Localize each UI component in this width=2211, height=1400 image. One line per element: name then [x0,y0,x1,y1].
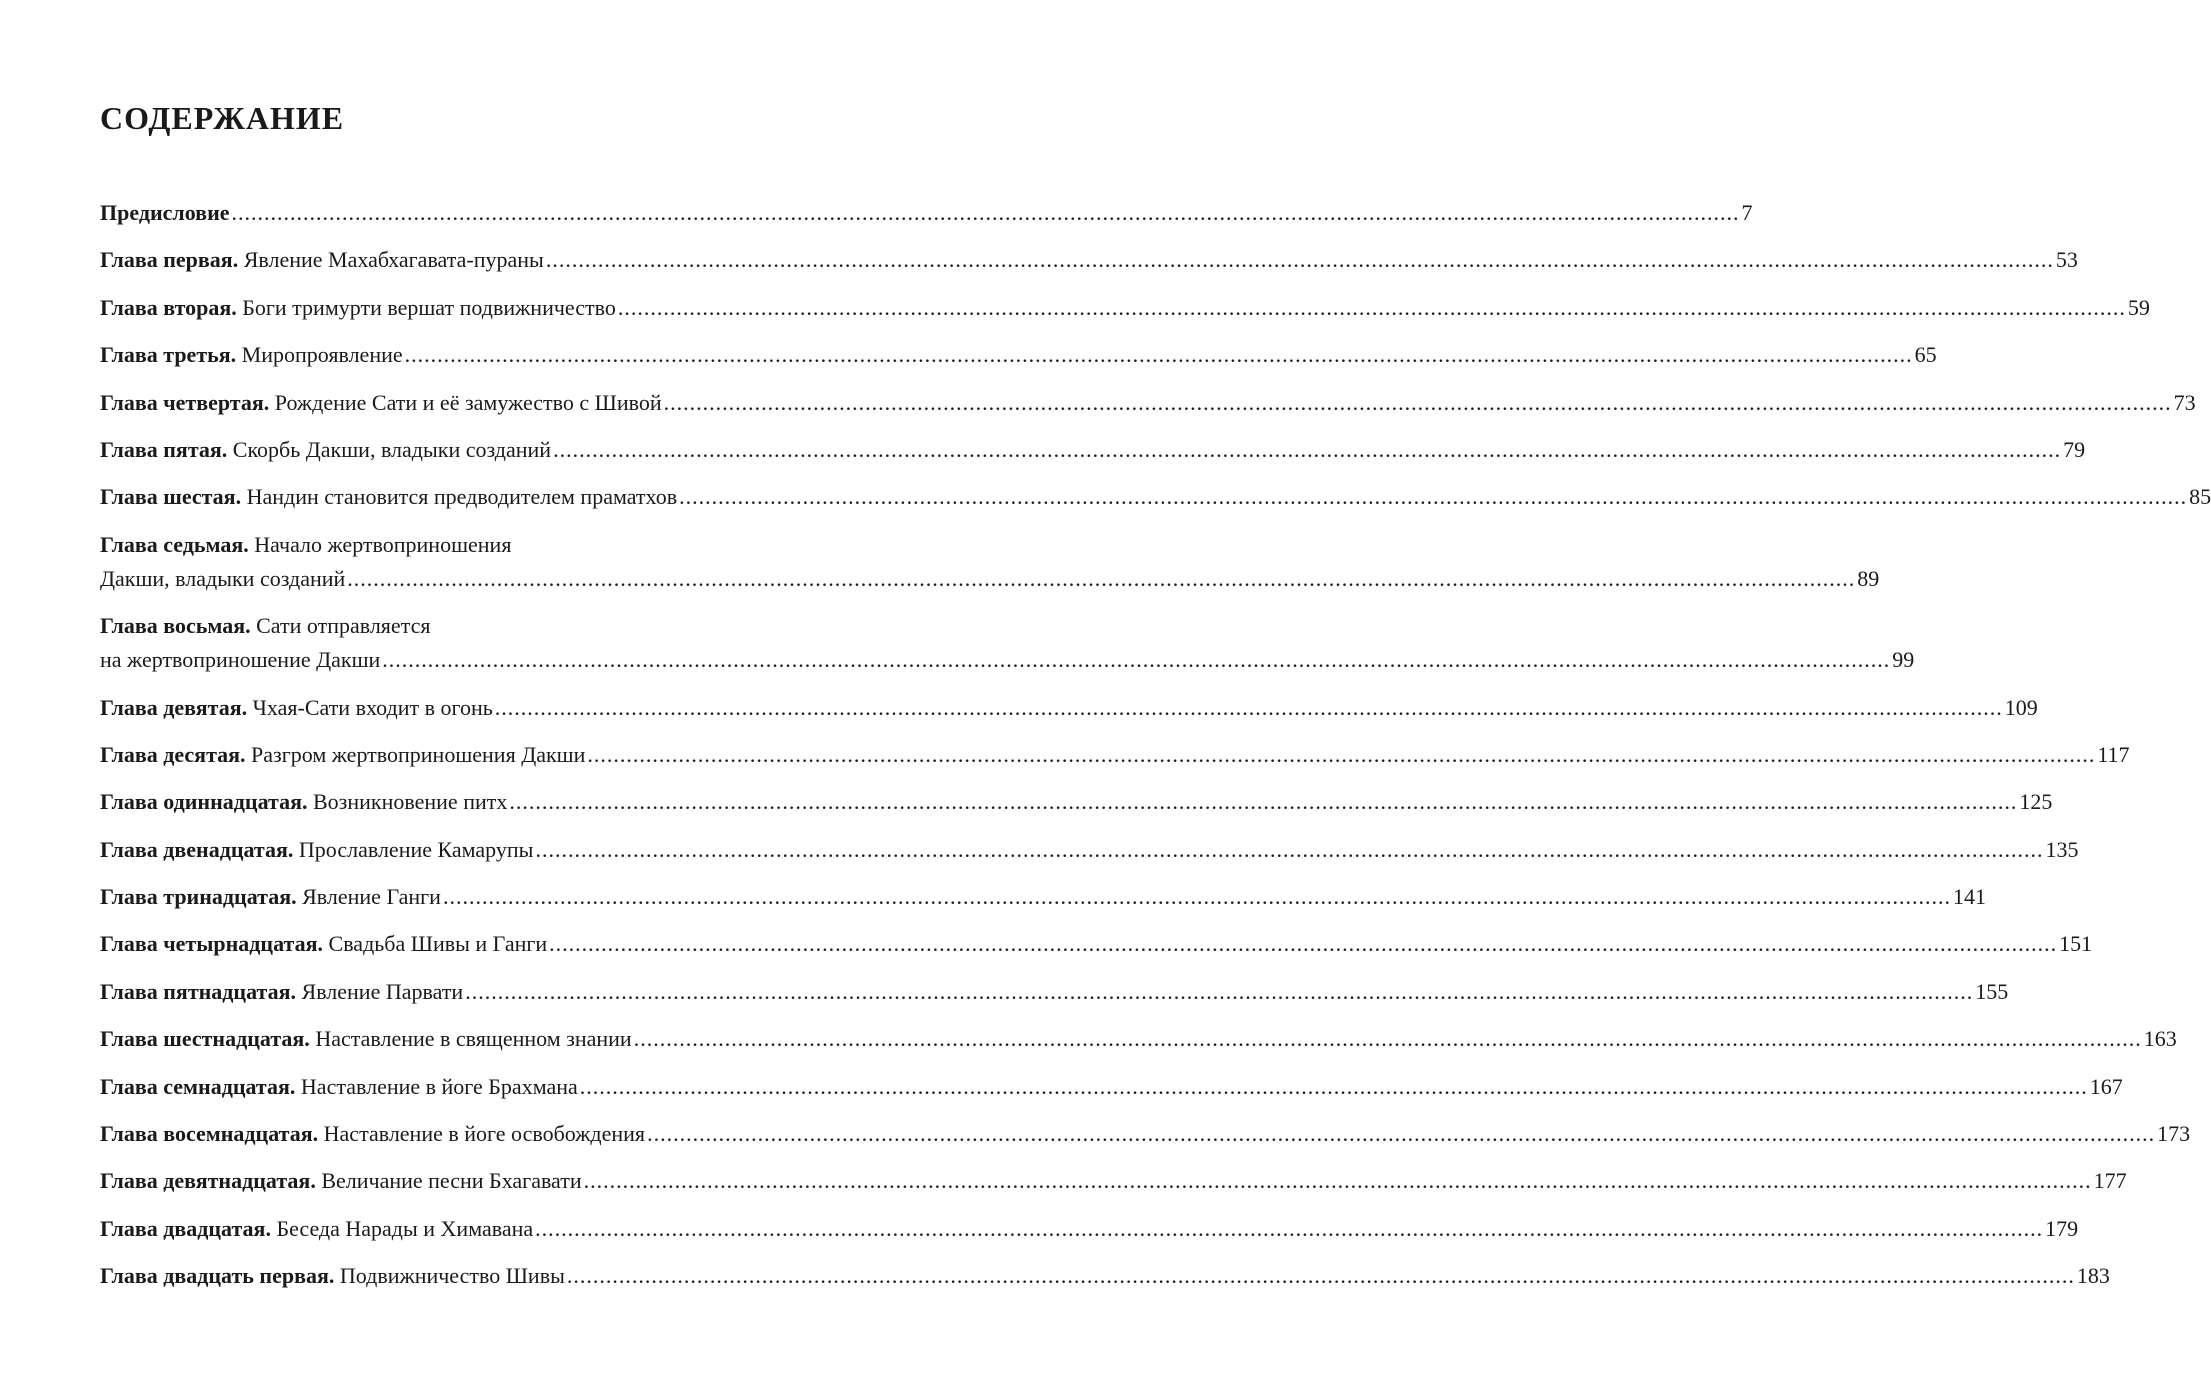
toc-entry-label: Глава шестая. [100,484,242,510]
toc-entry-text [100,738,585,772]
toc-entry-label: Глава шестнадцатая. [100,1026,310,1052]
toc-entry[interactable] [100,738,2130,772]
toc-entry[interactable] [100,1022,2177,1056]
toc-entry-page-number: 89 [1857,565,1880,591]
toc-entry-label: Глава девятнадцатая. [100,1168,316,1194]
toc-entry-label: Предисловие [100,200,230,225]
toc-entry-title: Скорбь Дакши, владыки созданий [232,436,552,462]
toc-entry-text [100,433,551,467]
toc-entry-title: Прославление Камарупы [298,836,534,862]
toc-entry-page-number: 7 [1741,200,1753,225]
toc-entry-text [100,480,677,514]
toc-entry-text [100,1117,645,1151]
toc-entry[interactable] [100,833,2079,867]
toc-entry-label: Глава восемнадцатая. [100,1121,319,1147]
toc-entry-title: Рождение Сати и её замужество с Шивой [274,389,662,415]
toc-entry-last-line [100,643,1915,677]
toc-entry[interactable] [100,975,2009,1009]
toc-entry-label: Глава восьмая. [100,613,251,639]
toc-entry-first-line [100,609,870,643]
toc-entry-text [100,1164,582,1198]
toc-entry-title: Явление Махабхагавата-пураны [243,247,544,273]
toc-entry-title: Сати отправляется [256,613,431,639]
toc-entry-text [100,785,507,819]
toc-entry-title: Явление Ганги [302,884,441,910]
toc-entry[interactable] [100,243,2078,277]
toc-entry[interactable] [100,386,2196,420]
toc-entry-page-number: 85 [2189,484,2211,510]
toc-entry-label: Глава двадцатая. [100,1215,271,1241]
toc-entry-page-number: 125 [2019,789,2053,815]
toc-entry-leader-dots [587,738,2095,772]
toc-entry-label: Глава двадцать первая. [100,1263,335,1289]
toc-entry[interactable] [100,880,1986,914]
toc-entry-label: Глава первая. [100,247,239,273]
toc-entry-text [100,880,441,914]
toc-entry-leader-dots [347,562,1855,596]
toc-entry-text [100,1212,533,1246]
toc-entry-title: Наставление в йоге Брахмана [300,1073,578,1099]
toc-entry-page-number: 173 [2157,1121,2191,1147]
toc-entry[interactable] [100,480,2211,514]
toc-entry-title-continued: Дакши, владыки созданий [100,565,346,591]
toc-entry-label: Глава вторая. [100,294,237,320]
toc-entry-label: Глава одиннадцатая. [100,789,308,815]
toc-entry-title-continued: на жертвоприношение Дакши [100,647,381,673]
toc-entry-text [100,1070,578,1104]
toc-entry-leader-dots [382,643,1890,677]
toc-entry[interactable] [100,1212,2079,1246]
toc-entry-line [100,1022,2177,1056]
toc-entry-page-number: 183 [2076,1263,2110,1289]
toc-entry-line [100,433,2086,467]
toc-entry-leader-dots [553,433,2061,467]
toc-entry-text [100,243,544,277]
toc-entry-line [100,1070,2123,1104]
toc-entry[interactable] [100,609,1915,677]
toc-entry-page-number: 135 [2045,836,2079,862]
toc-entry-line [100,243,2078,277]
toc-entry-leader-dots [549,927,2057,961]
toc-entry[interactable] [100,1259,2110,1293]
toc-entry-leader-dots [567,1259,2075,1293]
toc-entry[interactable] [100,691,2038,725]
toc-entry-title: Беседа Нарады и Химавана [276,1215,534,1241]
toc-entry-leader-dots [465,975,1973,1009]
toc-entry-title: Величание песни Бхагавати [321,1168,582,1194]
toc-entry-text [100,691,493,725]
toc-entry-line [100,480,2211,514]
page-title: СОДЕРЖАНИЕ [100,100,345,136]
toc-entry-leader-dots [679,480,2187,514]
toc-entry-title: Миропроявление [241,342,403,368]
toc-entry[interactable] [100,1164,2127,1198]
toc-entry-label: Глава пятнадцатая. [100,978,297,1004]
toc-entry[interactable] [100,291,2150,325]
toc-entry-page-number: 163 [2143,1026,2177,1052]
toc-entry-page-number: 73 [2173,389,2196,415]
toc-entry-line [100,691,2038,725]
toc-entry-title: Свадьба Шивы и Ганги [328,931,548,957]
toc-entry-page-number: 167 [2089,1073,2123,1099]
toc-entry-line [100,196,1753,230]
toc-entry-text [100,975,463,1009]
toc-entry-title: Начало жертвоприношения [254,531,512,557]
toc-entry[interactable] [100,927,2093,961]
toc-entry-line [100,833,2079,867]
toc-entry-text [100,291,616,325]
toc-list [100,196,2211,1307]
toc-entry[interactable] [100,196,1753,230]
toc-entry-leader-dots [647,1117,2155,1151]
toc-entry-leader-dots [535,833,2043,867]
toc-entry-text [100,1022,632,1056]
toc-entry[interactable] [100,1117,2191,1151]
toc-entry-leader-dots [535,1212,2043,1246]
toc-entry-title: Наставление в священном знании [315,1026,632,1052]
toc-entry-line [100,880,1986,914]
toc-entry[interactable] [100,338,1937,372]
toc-entry-leader-dots [634,1022,2142,1056]
toc-entry-title: Разгром жертвоприношения Дакши [251,741,586,767]
toc-entry-last-line [100,562,1880,596]
toc-entry-text [100,927,547,961]
toc-entry-leader-dots [546,243,2054,277]
toc-entry-page-number: 177 [2093,1168,2127,1194]
toc-entry-text [100,338,403,372]
toc-entry-label: Глава десятая. [100,741,246,767]
toc-entry-page-number: 151 [2059,931,2093,957]
toc-entry-leader-dots [509,785,2017,819]
toc-entry-line [100,338,1937,372]
toc-entry-label: Глава третья. [100,342,237,368]
toc-entry-text [100,1259,565,1293]
toc-entry-line [100,927,2093,961]
toc-entry-line [100,785,2053,819]
toc-entry[interactable] [100,433,2086,467]
toc-entry-leader-dots [584,1164,2092,1198]
toc-entry[interactable] [100,1070,2123,1104]
toc-entry-label: Глава тринадцатая. [100,884,297,910]
toc-entry-leader-dots [495,691,2003,725]
toc-entry-page-number: 179 [2045,1215,2079,1241]
toc-entry[interactable] [100,785,2053,819]
toc-entry-line [100,1259,2110,1293]
toc-entry-page-number: 99 [1892,647,1915,673]
toc-entry-leader-dots [443,880,1951,914]
toc-entry-title: Возникновение питх [312,789,508,815]
toc-entry-page-number: 155 [1975,978,2009,1004]
toc-entry-text [100,196,230,230]
toc-entry-line [100,386,2196,420]
toc-entry-title: Нандин становится предводителем праматхов [246,484,678,510]
toc-entry-line [100,1117,2191,1151]
toc-entry-title: Явление Парвати [301,978,464,1004]
toc-entry-line [100,738,2130,772]
toc-entry-line [100,1164,2127,1198]
toc-entry-line [100,291,2150,325]
toc-entry-label: Глава седьмая. [100,531,249,557]
toc-entry-text [100,386,662,420]
toc-entry-label: Глава четвертая. [100,389,270,415]
toc-entry[interactable] [100,528,1880,596]
toc-entry-page-number: 117 [2097,741,2130,767]
toc-entry-leader-dots [232,196,1740,230]
toc-entry-label: Глава девятая. [100,694,248,720]
toc-entry-label: Глава четырнадцатая. [100,931,324,957]
toc-entry-page-number: 109 [2004,694,2038,720]
toc-entry-title: Чхая-Сати входит в огонь [252,694,493,720]
toc-entry-title: Подвижничество Шивы [339,1263,565,1289]
toc-entry-leader-dots [580,1070,2088,1104]
toc-entry-page-number: 65 [1914,342,1937,368]
toc-entry-line [100,975,2009,1009]
toc-entry-label: Глава семнадцатая. [100,1073,296,1099]
toc-entry-leader-dots [405,338,1913,372]
toc-entry-line [100,1212,2079,1246]
toc-entry-title: Боги тримурти вершат подвижничество [242,294,616,320]
toc-entry-text [100,833,533,867]
toc-entry-page-number: 79 [2063,436,2086,462]
toc-entry-label: Глава двенадцатая. [100,836,294,862]
toc-entry-first-line [100,528,870,562]
toc-entry-leader-dots [664,386,2172,420]
toc-entry-page-number: 53 [2055,247,2078,273]
toc-entry-page-number: 141 [1952,884,1986,910]
toc-entry-page-number: 59 [2127,294,2150,320]
toc-entry-leader-dots [618,291,2126,325]
toc-entry-label: Глава пятая. [100,436,228,462]
toc-entry-title: Наставление в йоге освобождения [323,1121,646,1147]
